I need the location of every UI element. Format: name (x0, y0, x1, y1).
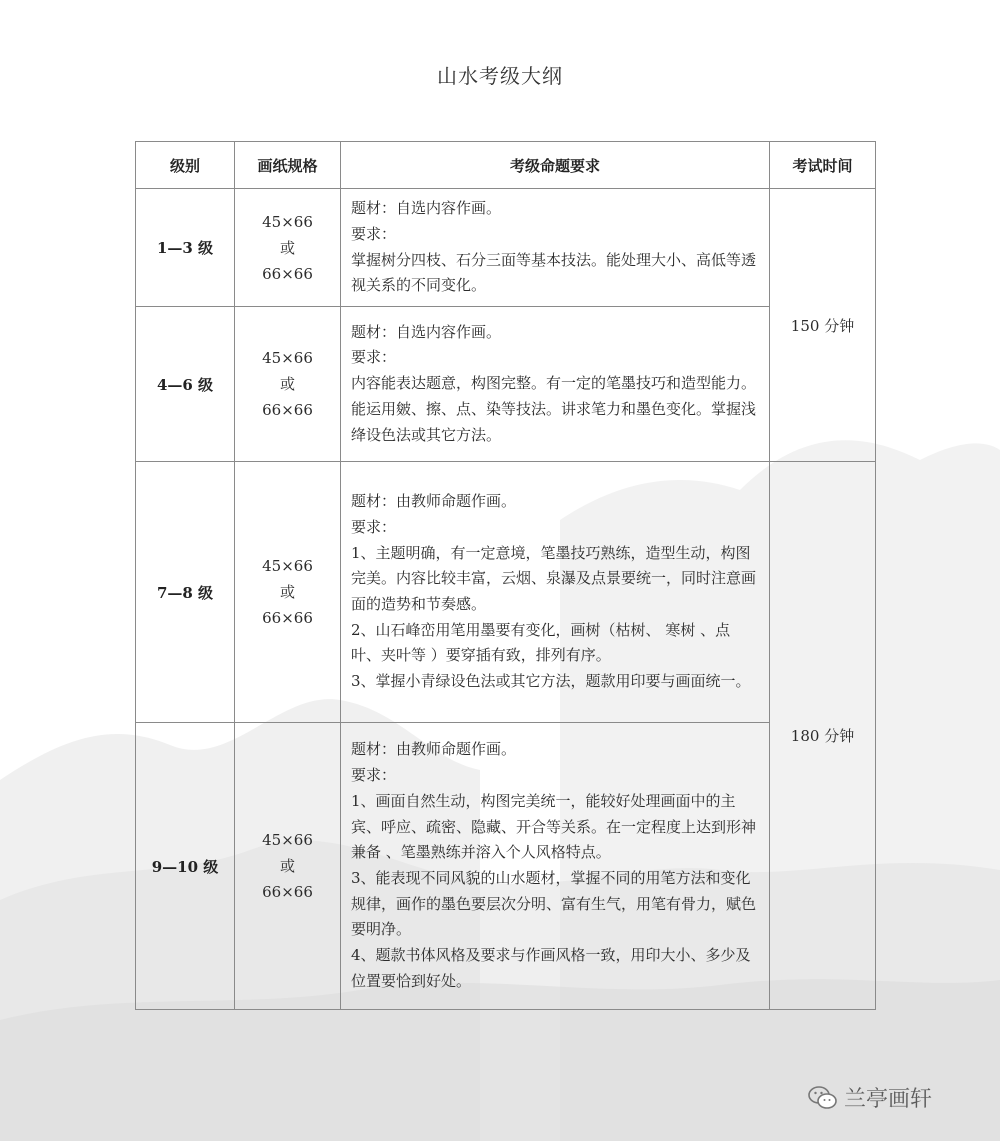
req-line: 要求： (351, 348, 397, 367)
level-cell: 1—3 级 (136, 189, 235, 307)
req-line: 1、画面自然生动，构图完美统一，能较好处理画面中的主宾、呼应、疏密、隐藏、开合等关系。在一定程度上达到形神兼备 、笔墨熟练并溶入个人风格特点。 (351, 791, 757, 862)
size-option: 45×66 (262, 349, 313, 367)
req-line: 3、掌握小青绿设色法或其它方法，题款用印要与画面统一。 (351, 672, 751, 691)
header-exam-time: 考试时间 (770, 142, 876, 189)
req-line: 内容能表达题意，构图完整。有一定的笔墨技巧和造型能力。能运用皴、擦、点、染等技法。讲求笔力和墨色变化。掌握浅绛设色法或其它方法。 (351, 374, 757, 444)
table-header-row (136, 142, 876, 189)
paper-size-cell (235, 462, 341, 723)
level-cell: 9—10 级 (136, 723, 235, 1010)
paper-size-cell (235, 723, 341, 1010)
size-or: 或 (279, 238, 295, 257)
table-row (136, 307, 876, 462)
level-cell: 7—8 级 (136, 462, 235, 723)
requirements-cell (341, 723, 770, 1010)
req-line: 要求： (351, 224, 397, 243)
size-option: 66×66 (262, 609, 313, 627)
req-line: 要求： (351, 517, 397, 536)
req-line: 题材：自选内容作画。 (351, 199, 502, 218)
req-line: 要求： (351, 766, 397, 785)
watermark (808, 1082, 932, 1113)
header-requirements: 考级命题要求 (341, 142, 770, 189)
exam-syllabus-table (135, 141, 876, 1010)
level-cell: 4—6 级 (136, 307, 235, 462)
size-option: 66×66 (262, 883, 313, 901)
requirements-cell (341, 307, 770, 462)
table-row (136, 723, 876, 1010)
exam-time-cell: 150 分钟 (770, 189, 876, 462)
requirements-cell (341, 189, 770, 307)
header-level: 级别 (136, 142, 235, 189)
paper-size-cell (235, 307, 341, 462)
req-line: 题材：由教师命题作画。 (351, 740, 517, 759)
size-option: 66×66 (262, 264, 313, 283)
req-line: 题材：由教师命题作画。 (351, 492, 517, 511)
wechat-icon (808, 1085, 838, 1111)
table-row (136, 462, 876, 723)
req-line: 4、题款书体风格及要求与作画风格一致，用印大小、多少及位置要恰到好处。 (351, 946, 751, 990)
req-line: 题材：自选内容作画。 (351, 322, 502, 341)
req-line: 1、主题明确，有一定意境，笔墨技巧熟练，造型生动，构图完美。内容比较丰富，云烟、泉瀑及点景要统一，同时注意画面的造势和节奏感。 (351, 543, 757, 613)
size-option: 45×66 (262, 831, 313, 849)
table-row (136, 189, 876, 307)
size-option: 45×66 (262, 557, 313, 575)
size-or: 或 (279, 583, 295, 601)
req-line: 掌握树分四枝、石分三面等基本技法。能处理大小、高低等透视关系的不同变化。 (351, 250, 757, 295)
paper-size-cell (235, 189, 341, 307)
req-line: 2、山石峰峦用笔用墨要有变化，画树（枯树、 寒树 、点叶、夹叶等 ）要穿插有致，排列有序。 (351, 620, 731, 665)
size-or: 或 (279, 857, 295, 875)
header-paper-size: 画纸规格 (235, 142, 341, 189)
size-or: 或 (279, 375, 295, 393)
size-option: 45×66 (262, 212, 313, 231)
size-option: 66×66 (262, 401, 313, 419)
exam-time-cell: 180 分钟 (770, 462, 876, 1010)
req-line: 3、能表现不同风貌的山水题材，掌握不同的用笔方法和变化规律，画作的墨色要层次分明、富有生气，用笔有骨力，赋色要明净。 (351, 869, 757, 939)
requirements-cell (341, 462, 770, 723)
page-title: 山水考级大纲 (437, 64, 563, 88)
watermark-text: 兰亭画轩 (844, 1087, 933, 1112)
